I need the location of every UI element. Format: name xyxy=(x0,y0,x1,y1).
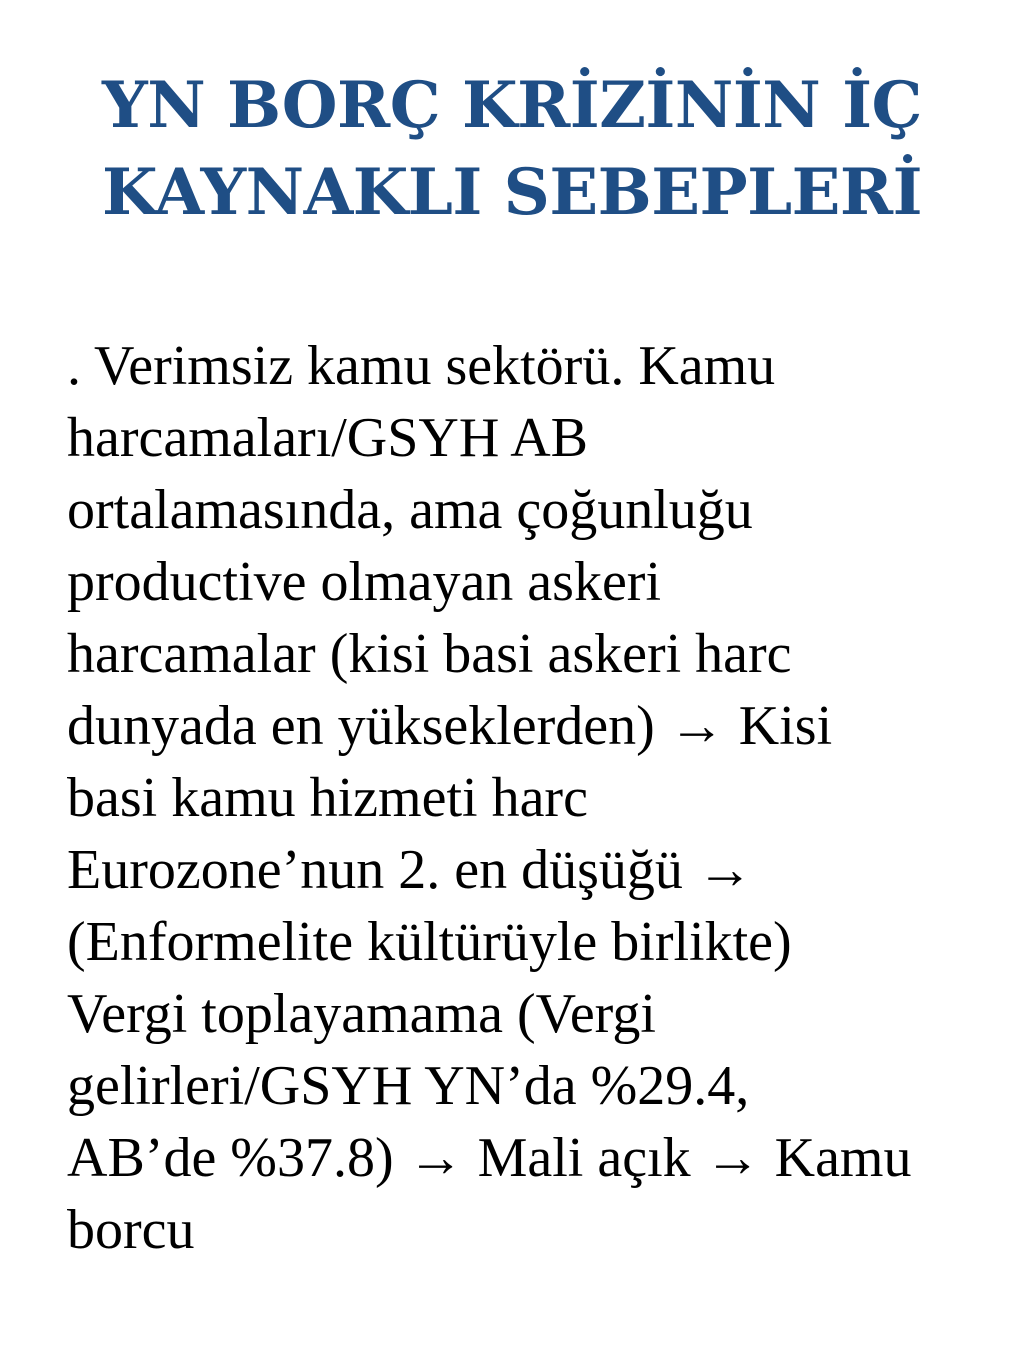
title-line-1: YN BORÇ KRİZİNİN İÇ xyxy=(102,68,922,143)
body-line-13: borcu xyxy=(67,1199,195,1261)
body-line-9: (Enformelite kültürüyle birlikte) xyxy=(67,911,792,973)
body-line-7: basi kamu hizmeti harc xyxy=(67,767,588,829)
body-line-6: dunyada en yükseklerden) → Kisi xyxy=(67,695,833,757)
body-line-12: AB’de %37.8) → Mali açık → Kamu xyxy=(67,1127,912,1189)
slide-title xyxy=(30,62,994,236)
title-line-2: KAYNAKLI SEBEPLERİ xyxy=(101,155,923,230)
body-line-10: Vergi toplayamama (Vergi xyxy=(67,983,656,1045)
body-line-1: . Verimsiz kamu sektörü. Kamu xyxy=(67,335,776,397)
body-line-4: productive olmayan askeri xyxy=(67,551,662,613)
body-line-8: Eurozone’nun 2. en düşüğü → xyxy=(67,839,753,901)
body-line-5: harcamalar (kisi basi askeri harc xyxy=(67,623,792,685)
body-line-2: harcamaları/GSYH AB xyxy=(67,407,588,469)
body-line-11: gelirleri/GSYH YN’da %29.4, xyxy=(67,1055,750,1117)
body-line-3: ortalamasında, ama çoğunluğu xyxy=(67,479,753,541)
slide-body-text xyxy=(67,330,987,1266)
